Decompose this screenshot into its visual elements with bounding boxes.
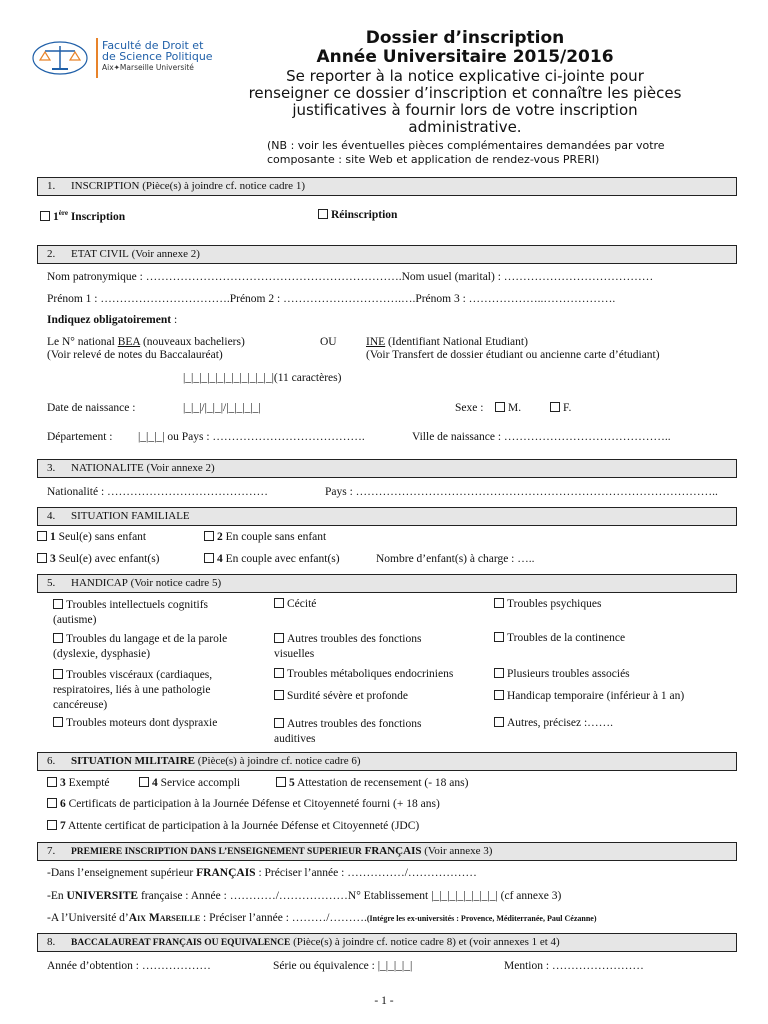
checkbox-icon[interactable]	[318, 209, 328, 219]
handicap-option[interactable]: Troubles du langage et de la parole (dyslexie, dysphasie)	[53, 633, 228, 660]
ou-label: OU	[320, 336, 337, 348]
handicap-option[interactable]: Surdité sévère et profonde	[274, 690, 408, 702]
ine-note: (Voir Transfert de dossier étudiant ou ancienne carte d’étudiant)	[366, 349, 660, 361]
handicap-option[interactable]: Autres, précisez :…….	[494, 717, 613, 729]
first-enrolment-amu[interactable]: -A l’Université d’Aix Marseille : Préciser l’année : ………/……….(Intégre les ex-universités : Provence, Méditerranée, Paul Cézanne)	[47, 912, 597, 924]
handicap-option[interactable]: Autres troubles des fonctions visuelles	[274, 633, 422, 660]
section-4-header: 4. SITUATION FAMILIALE	[37, 507, 737, 526]
prenoms-field[interactable]: Prénom 1 : …………………………….Prénom 2 : ………………………….….Prénom 3 : ………………..……………….	[47, 293, 616, 305]
first-enrolment-university[interactable]: -En UNIVERSITE française : Année : …………/………………N° Etablissement |_|_|_|_|_|_|_|_| (cf annexe 3)	[47, 890, 562, 902]
checkbox-icon[interactable]	[550, 402, 560, 412]
checkbox-icon[interactable]	[53, 599, 63, 609]
section-note: (Pièce(s) à joindre cf. notice cadre 1)	[139, 180, 305, 192]
id-number-field[interactable]: |_|_|_|_|_|_|_|_|_|_|_|(11 caractères)	[183, 372, 342, 384]
nb-line-2: composante : site Web et application de rendez-vous PRERI)	[267, 153, 600, 166]
checkbox-icon[interactable]	[53, 633, 63, 643]
ville-field[interactable]: Ville de naissance : ……………………………………..	[412, 431, 671, 443]
handicap-option[interactable]: Troubles viscéraux (cardiaques, respiratoires, liés à une pathologie cancéreuse)	[53, 669, 213, 711]
handicap-option[interactable]: Troubles moteurs dont dyspraxie	[53, 717, 217, 729]
nom-field[interactable]: Nom patronymique : ………………………………………………………….Nom usuel (marital) : …………………………………	[47, 271, 654, 283]
checkbox-icon[interactable]	[494, 668, 504, 678]
checkbox-icon[interactable]	[274, 598, 284, 608]
handicap-option[interactable]: Plusieurs troubles associés	[494, 668, 630, 680]
dob-label: Date de naissance :	[47, 402, 136, 414]
form-title: Dossier d’inscription	[365, 28, 565, 48]
checkbox-icon[interactable]	[494, 598, 504, 608]
bac-mention-field[interactable]: Mention : ……………………	[504, 960, 644, 972]
checkbox-icon[interactable]	[37, 553, 47, 563]
checkbox-icon[interactable]	[204, 553, 214, 563]
section-8-header: 8. BACCALAUREAT FRANÇAIS OU EQUIVALENCE (Pièce(s) à joindre cf. notice cadre 8) et (voir annexes 1 et 4)	[37, 933, 737, 952]
sexe-m-option[interactable]: M.	[495, 402, 521, 414]
instructions-line-3: justificatives à fournir lors de votre inscription	[292, 101, 638, 119]
indiquez-label: Indiquez obligatoirement	[47, 314, 172, 326]
military-option-3[interactable]: 3 Exempté	[47, 777, 110, 789]
sexe-f-option[interactable]: F.	[550, 402, 571, 414]
instructions-line-2: renseigner ce dossier d’inscription et connaître les pièces	[248, 84, 682, 102]
form-year: Année Universitaire 2015/2016	[316, 47, 614, 67]
checkbox-icon[interactable]	[495, 402, 505, 412]
military-option-5[interactable]: 5 Attestation de recensement (- 18 ans)	[276, 777, 468, 789]
logo-line-1: Faculté de Droit et	[102, 39, 204, 52]
family-option-3[interactable]: 3 Seul(e) avec enfant(s)	[37, 553, 160, 565]
family-option-1[interactable]: 1 Seul(e) sans enfant	[37, 531, 146, 543]
dob-field[interactable]: |_|_|/|_|_|/|_|_|_|_|	[183, 402, 261, 414]
handicap-option[interactable]: Troubles psychiques	[494, 598, 601, 610]
checkbox-icon[interactable]	[47, 777, 57, 787]
logo-line-2: de Science Politique	[102, 50, 213, 63]
first-inscription-option[interactable]: 1ère Inscription	[40, 209, 125, 223]
checkbox-icon[interactable]	[204, 531, 214, 541]
section-title: INSCRIPTION	[71, 180, 140, 192]
bea-note: (Voir relevé de notes du Baccalauréat)	[47, 349, 223, 361]
checkbox-icon[interactable]	[40, 211, 50, 221]
ine-label: INE (Identifiant National Etudiant)	[366, 336, 528, 348]
military-option-7[interactable]: 7 Attente certificat de participation à la Journée Défense et Citoyenneté (JDC)	[47, 820, 419, 832]
handicap-option[interactable]: Handicap temporaire (inférieur à 1 an)	[494, 690, 684, 702]
instructions-line-4: administrative.	[408, 118, 522, 136]
section-2-header: 2. ETAT CIVIL (Voir annexe 2)	[37, 245, 737, 264]
checkbox-icon[interactable]	[274, 690, 284, 700]
section-5-header: 5. HANDICAP (Voir notice cadre 5)	[37, 574, 737, 593]
departement-field[interactable]: |_|_|_| ou Pays : ………………………………….	[138, 431, 365, 443]
section-number: 1.	[47, 180, 56, 192]
checkbox-icon[interactable]	[274, 668, 284, 678]
bac-year-field[interactable]: Année d’obtention : ………………	[47, 960, 211, 972]
section-3-header: 3. NATIONALITE (Voir annexe 2)	[37, 459, 737, 478]
handicap-option[interactable]: Cécité	[274, 598, 316, 610]
section-7-header: 7. PREMIERE INSCRIPTION DANS L’ENSEIGNEMENT SUPERIEUR FRANÇAIS (Voir annexe 3)	[37, 842, 737, 861]
nationalite-field[interactable]: Nationalité : ……………………………………	[47, 486, 269, 498]
military-option-6[interactable]: 6 Certificats de participation à la Journée Défense et Citoyenneté fourni (+ 18 ans)	[47, 798, 440, 810]
handicap-option[interactable]: Troubles de la continence	[494, 632, 625, 644]
checkbox-icon[interactable]	[53, 669, 63, 679]
checkbox-icon[interactable]	[276, 777, 286, 787]
handicap-option[interactable]: Autres troubles des fonctions auditives	[274, 718, 422, 745]
bea-label: Le N° national BEA (nouveaux bacheliers)	[47, 336, 245, 348]
checkbox-icon[interactable]	[274, 718, 284, 728]
military-option-4[interactable]: 4 Service accompli	[139, 777, 240, 789]
bac-serie-field[interactable]: Série ou équivalence : |_|_|_|_|	[273, 960, 413, 972]
nb-line-1: (NB : voir les éventuelles pièces complémentaires demandées par votre	[267, 139, 665, 152]
page-number: - 1 -	[374, 995, 394, 1007]
checkbox-icon[interactable]	[47, 798, 57, 808]
nb-enfants-field[interactable]: Nombre d’enfant(s) à charge : …..	[376, 553, 535, 565]
logo-line-3: Aix✦Marseille Université	[102, 63, 194, 72]
family-option-2[interactable]: 2 En couple sans enfant	[204, 531, 326, 543]
checkbox-icon[interactable]	[494, 717, 504, 727]
checkbox-icon[interactable]	[37, 531, 47, 541]
first-enrolment-higher-ed[interactable]: -Dans l’enseignement supérieur FRANÇAIS : Préciser l’année : ……………/………………	[47, 867, 477, 879]
departement-label: Département :	[47, 431, 113, 443]
instructions-line-1: Se reporter à la notice explicative ci-jointe pour	[286, 67, 644, 85]
checkbox-icon[interactable]	[53, 717, 63, 727]
checkbox-icon[interactable]	[274, 633, 284, 643]
section-1-header	[37, 177, 737, 196]
checkbox-icon[interactable]	[47, 820, 57, 830]
pays-field[interactable]: Pays : …………………………………………………………………………………..	[325, 486, 718, 498]
family-option-4[interactable]: 4 En couple avec enfant(s)	[204, 553, 340, 565]
handicap-option[interactable]: Troubles métaboliques endocriniens	[274, 668, 453, 680]
reinscription-option[interactable]: Réinscription	[318, 209, 397, 221]
handicap-option[interactable]: Troubles intellectuels cognitifs (autisme)	[53, 599, 209, 626]
sexe-label: Sexe :	[455, 402, 484, 414]
checkbox-icon[interactable]	[494, 690, 504, 700]
checkbox-icon[interactable]	[139, 777, 149, 787]
section-6-header: 6. SITUATION MILITAIRE (Pièce(s) à joindre cf. notice cadre 6)	[37, 752, 737, 771]
checkbox-icon[interactable]	[494, 632, 504, 642]
